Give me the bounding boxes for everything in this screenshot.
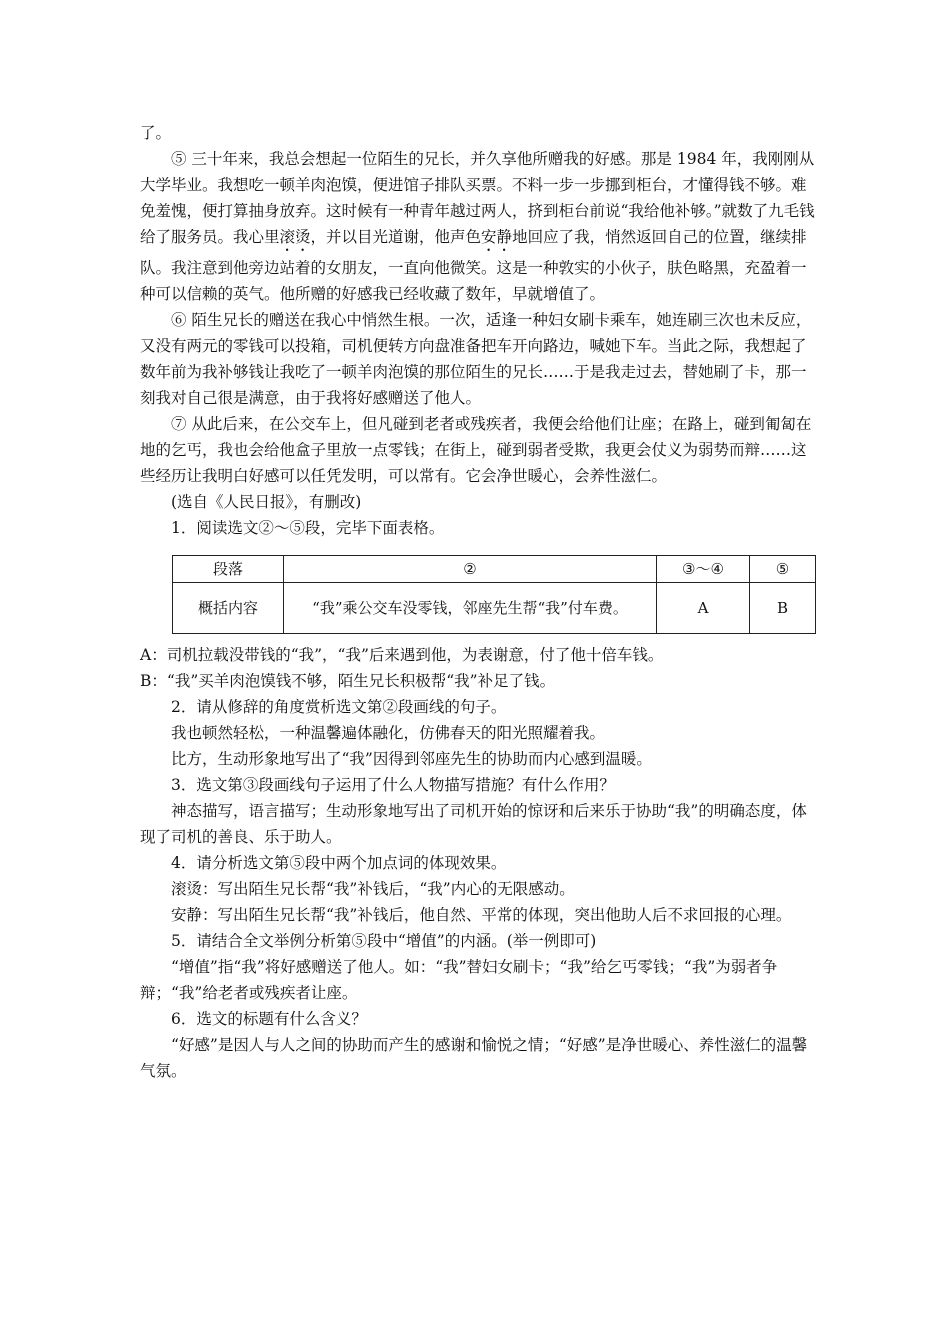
paragraph-6: ⑥ 陌生兄长的赠送在我心中悄然生根。一次，适逢一种妇女刷卡乘车，她连刷三次也未反应，又没有两元的零钱可以投箱，司机便转方向盘准备把车开向路边，喊她下车。当此之际，我想起了数年前为我补够钱让我吃了一顿羊肉泡馍的那位陌生的兄长……于是我走过去，替她刷了卡，那一刻我对自己很是满意，由于我将好感赠送了他人。	[140, 311, 812, 407]
answer-1b: B：“我”买羊肉泡馍钱不够，陌生兄长积极帮“我”补足了钱。	[140, 672, 556, 690]
question-4: 4．请分析选文第⑤段中两个加点词的体现效果。	[171, 854, 507, 872]
paragraph-5-part-2: ，并以目光道谢，他声色	[310, 228, 482, 246]
question-5: 5．请结合全文举例分析第⑤段中“增值”的内涵。(举一例即可)	[171, 932, 597, 950]
dotted-word-1: 滚烫	[279, 228, 311, 246]
table-header-row	[173, 556, 816, 583]
source-note: (选自《人民日报》，有删改)	[171, 493, 362, 511]
dotted-word-2: 安静	[481, 228, 513, 246]
passage-fragment: 了。	[140, 124, 172, 142]
paragraph-5-part-1: ⑤ 三十年来，我总会想起一位陌生的兄长，并久享他所赠我的好感。那是 1984 年，我刚刚从大学毕业。我想吃一顿羊肉泡馍，便进馆子排队买票。不料一步一步挪到柜台，才懂得钱不够。难免羞愧，便打算抽身放弃。这时候有一种青年越过两人，挤到柜台前说“我给他补够。”就数了九毛钱给了服务员。我心里	[140, 150, 815, 246]
summary-table	[172, 555, 816, 634]
table-cell: 概括内容	[173, 583, 284, 634]
answer-1a: A：司机拉载没带钱的“我”，“我”后来遇到他，为表谢意，付了他十倍车钱。	[140, 646, 664, 664]
question-3: 3．选文第③段画线句子运用了什么人物描写措施？有什么作用？	[171, 776, 615, 794]
paragraph-7: ⑦ 从此后来，在公交车上，但凡碰到老者或残疾者，我便会给他们让座；在路上，碰到匍匐在地的乞丐，我也会给他盒子里放一点零钱；在街上，碰到弱者受欺，我更会仗义为弱势而辩……这些经历让我明白好感可以任凭发明，可以常有。它会净世暖心，会养性滋仁。	[140, 415, 812, 485]
document-page	[140, 120, 815, 1084]
table-cell: ③～④	[657, 556, 750, 583]
table-cell: 段落	[173, 556, 284, 583]
paragraph-5-part-3: 地回应了我，悄然返回自己的位置，继续排队。我注意到他旁边站着的女朋友，一直向他微笑。这是一种敦实的小伙子，肤色略黑，充盈着一种可以信赖的英气。他所赠的好感我已经收藏了数年，早就增值了。	[140, 228, 807, 303]
question-6: 6．选文的标题有什么含义？	[171, 1010, 367, 1028]
table-cell: ⑤	[750, 556, 816, 583]
question-1: 1．阅读选文②～⑤段，完毕下面表格。	[171, 519, 445, 537]
answer-5: “增值”指“我”将好感赠送了他人。如：“我”替妇女刷卡；“我”给乞丐零钱；“我”为弱者争辩；“我”给老者或残疾者让座。	[140, 958, 778, 1002]
table-cell: ②	[284, 556, 657, 583]
paragraph-5	[140, 146, 815, 307]
answer-3: 神态描写，语言描写；生动形象地写出了司机开始的惊讶和后来乐于协助“我”的明确态度，体现了司机的善良、乐于助人。	[140, 802, 807, 846]
table-cell: “我”乘公交车没零钱，邻座先生帮“我”付车费。	[284, 583, 657, 634]
table-cell: B	[750, 583, 816, 634]
answer-4b: 安静：写出陌生兄长帮“我”补钱后，他自然、平常的体现，突出他助人后不求回报的心理。	[171, 906, 792, 924]
answer-6: “好感”是因人与人之间的协助而产生的感谢和愉悦之情；“好感”是净世暖心、养性滋仁的温馨气氛。	[140, 1036, 808, 1080]
answer-4a: 滚烫：写出陌生兄长帮“我”补钱后，“我”内心的无限感动。	[171, 880, 575, 898]
table-cell: A	[657, 583, 750, 634]
question-2: 2．请从修辞的角度赏析选文第②段画线的句子。	[171, 698, 507, 716]
answer-2: 比方，生动形象地写出了“我”因得到邻座先生的协助而内心感到温暖。	[171, 750, 652, 768]
quote-2: 我也顿然轻松，一种温馨遍体融化，仿佛春天的阳光照耀着我。	[171, 724, 606, 742]
table-row	[173, 583, 816, 634]
